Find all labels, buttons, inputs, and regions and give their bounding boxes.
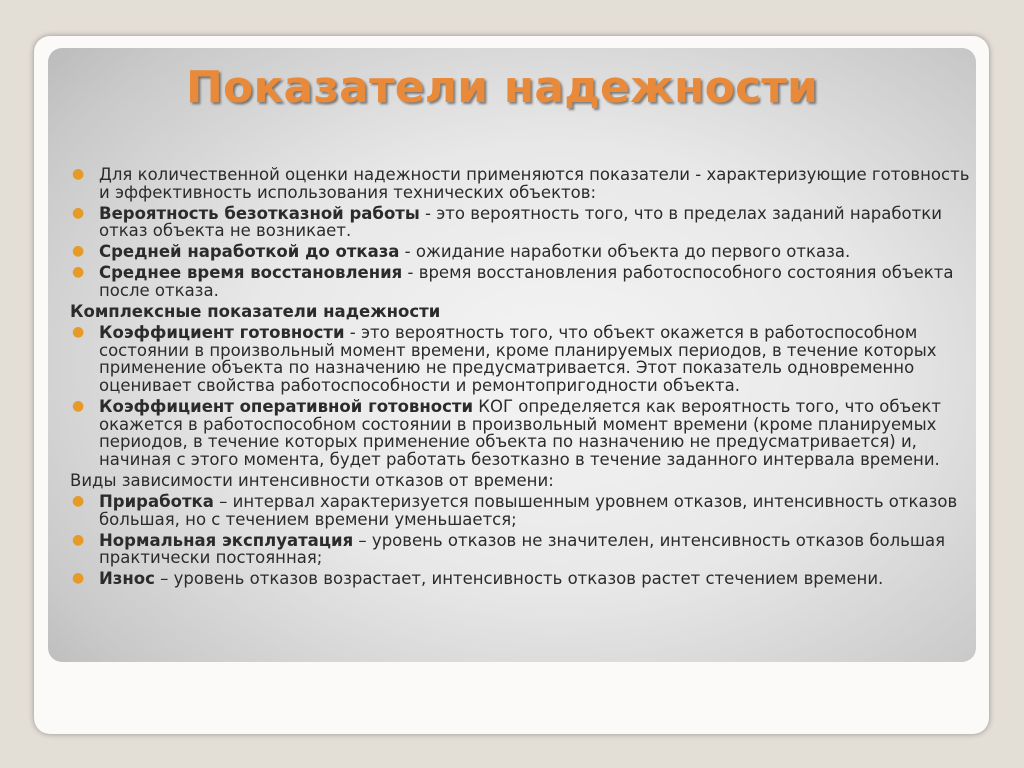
item-text: - это вероятность того, что в пределах заданий наработки отказ объекта не возникает. [99, 203, 942, 241]
slide-title: Показатели надежности [186, 62, 819, 113]
item-term: Износ [99, 569, 155, 589]
bullet-icon: ● [72, 398, 85, 415]
item-text: - время восстановления работоспособного состояния объекта после отказа. [99, 263, 954, 301]
bullet-icon: ● [72, 204, 85, 221]
section-subtitle [70, 472, 970, 490]
section-heading [70, 303, 970, 321]
bullet-icon: ● [72, 493, 85, 510]
item-term: Среднее время восстановления [99, 263, 403, 283]
item-text: Для количественной оценки надежности применяются показатели - характеризующие готовность и эффективность использования технических объектов: [99, 165, 970, 202]
list-item [70, 264, 970, 299]
bullet-icon: ● [72, 166, 85, 182]
item-text: - это вероятность того, что объект окажется в работоспособном состоянии в произвольный момент времени, кроме планируемых периодов, в течение которых применение объекта по назначению не предусматривается. Этот показатель одновременно оценивает свойства работоспособности и ремонтопригодности объекта. [99, 323, 937, 396]
item-term: Средней наработкой до отказа [99, 242, 400, 262]
section-subtitle-text: Виды зависимости интенсивности отказов от времени: [70, 471, 554, 490]
list-item [70, 205, 970, 240]
list-item [70, 243, 970, 261]
list-item [70, 493, 970, 528]
bullet-icon: ● [72, 243, 85, 260]
bullet-icon: ● [72, 264, 85, 281]
item-term: Приработка [99, 492, 214, 512]
section-heading-text: Комплексные показатели надежности [70, 302, 441, 322]
item-term: Нормальная эксплуатация [99, 530, 354, 550]
list-item [70, 532, 970, 567]
bullet-icon: ● [72, 324, 85, 341]
bullet-icon: ● [72, 531, 85, 548]
slide-body [70, 166, 970, 592]
item-text: – уровень отказов не значителен, интенсивность отказов большая практически постоянная; [99, 530, 945, 568]
list-item [70, 324, 970, 394]
list-item [70, 398, 970, 468]
item-text: - ожидание наработки объекта до первого отказа. [399, 242, 851, 262]
item-term: Коэффициент готовности [99, 323, 345, 343]
list-item [70, 570, 970, 588]
item-text: – уровень отказов возрастает, интенсивность отказов растет стечением времени. [154, 569, 884, 589]
item-text: – интервал характеризуется повышенным уровнем отказов, интенсивность отказов большая, но с течением времени уменьшается; [99, 492, 958, 529]
bullet-icon: ● [72, 570, 85, 587]
list-item [70, 166, 970, 201]
item-term: Коэффициент оперативной готовности [99, 397, 474, 417]
item-term: Вероятность безотказной работы [99, 203, 420, 223]
item-text: КОГ определяется как вероятность того, что объект окажется в работоспособном состоянии в произвольный момент времени (кроме планируемых периодов, в течение которых применение объекта по назначению не предусматривается) и, начиная с этого момента, будет работать безотказно в течение заданного интервала времени. [99, 397, 941, 469]
